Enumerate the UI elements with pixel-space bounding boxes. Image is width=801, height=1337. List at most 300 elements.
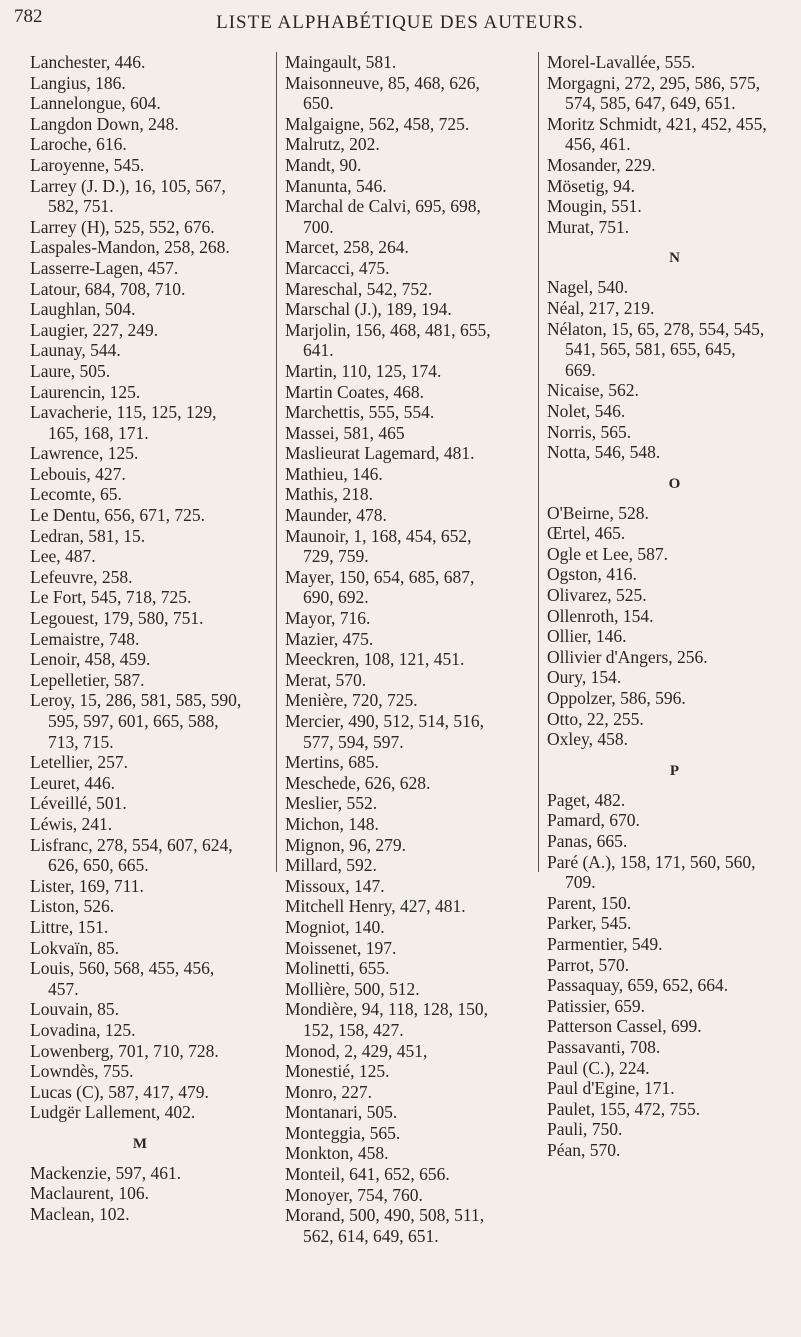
index-entry xyxy=(30,670,250,691)
entry-text: Molinetti, 655. xyxy=(285,958,390,979)
index-entry xyxy=(547,544,801,565)
entry-text: Merat, 570. xyxy=(285,669,367,690)
index-entry xyxy=(547,298,801,319)
index-entry xyxy=(30,814,250,835)
index-entry xyxy=(285,855,535,876)
entry-text: Léveillé, 501. xyxy=(30,793,127,814)
index-entry xyxy=(30,382,250,403)
entry-text: Littre, 151. xyxy=(30,916,109,937)
index-entry xyxy=(285,1143,535,1164)
entry-text: Moritz Schmidt, 421, 452, 455, xyxy=(547,113,767,134)
index-entry xyxy=(285,52,535,73)
entry-text: Nagel, 540. xyxy=(547,277,629,298)
entry-text: Maslieurat Lagemard, 481. xyxy=(285,443,475,464)
entry-text: Lefeuvre, 258. xyxy=(30,566,133,587)
entry-text: Latour, 684, 708, 710. xyxy=(30,278,186,299)
index-entry xyxy=(547,442,801,463)
entry-text: Marchettis, 555, 554. xyxy=(285,402,435,423)
entry-text: Monteggia, 565. xyxy=(285,1122,401,1143)
index-entry xyxy=(285,773,535,794)
entry-text: Ollenroth, 154. xyxy=(547,605,654,626)
index-entry xyxy=(30,340,250,361)
index-entry xyxy=(285,711,535,752)
entry-text: Paré (A.), 158, 171, 560, 560, xyxy=(547,851,756,872)
entry-text: Maingault, 581. xyxy=(285,52,397,72)
entry-continuation: 456, 461. xyxy=(565,134,631,155)
index-entry xyxy=(547,401,801,422)
index-entry xyxy=(285,382,535,403)
index-entry xyxy=(285,1123,535,1144)
index-entry xyxy=(30,237,250,258)
index-entry xyxy=(30,608,250,629)
index-entry xyxy=(285,1185,535,1206)
index-entry xyxy=(30,690,250,752)
index-entry xyxy=(30,1183,250,1204)
entry-text: Mougin, 551. xyxy=(547,196,642,217)
entry-text: Louis, 560, 568, 455, 456, xyxy=(30,958,215,979)
entry-text: Lucas (C), 587, 417, 479. xyxy=(30,1081,209,1102)
entry-text: Otto, 22, 255. xyxy=(547,708,644,729)
index-entry xyxy=(30,773,250,794)
index-entry xyxy=(285,999,535,1040)
entry-text: Laspales-Mandon, 258, 268. xyxy=(30,237,230,258)
index-entry xyxy=(547,831,801,852)
index-entry xyxy=(285,423,535,444)
entry-continuation: 729, 759. xyxy=(303,546,369,567)
entry-text: Parent, 150. xyxy=(547,892,632,913)
entry-text: Martin Coates, 468. xyxy=(285,381,425,402)
index-entry xyxy=(547,277,801,298)
entry-text: Massei, 581, 465 xyxy=(285,422,405,443)
entry-text: Lecomte, 65. xyxy=(30,484,122,505)
index-entry xyxy=(285,114,535,135)
index-entry xyxy=(285,1102,535,1123)
entry-text: Marchal de Calvi, 695, 698, xyxy=(285,196,481,217)
entry-text: Mitchell Henry, 427, 481. xyxy=(285,896,466,917)
entry-text: Œrtel, 465. xyxy=(547,523,626,544)
entry-continuation: 713, 715. xyxy=(48,731,114,752)
entry-continuation: 641. xyxy=(303,340,334,361)
entry-text: Laughlan, 504. xyxy=(30,299,136,320)
letter-heading: O xyxy=(668,475,681,492)
entry-continuation: 626, 650, 665. xyxy=(48,855,149,876)
index-entry xyxy=(30,958,250,999)
index-entry xyxy=(547,1016,801,1037)
index-entry xyxy=(547,1099,801,1120)
index-column-1 xyxy=(30,52,250,1225)
index-entry xyxy=(30,93,250,114)
index-entry xyxy=(285,279,535,300)
index-entry xyxy=(285,567,535,608)
index-entry xyxy=(547,955,801,976)
entry-text: Murat, 751. xyxy=(547,216,630,237)
index-entry xyxy=(30,52,250,73)
entry-text: Lannelongue, 604. xyxy=(30,93,161,114)
entry-text: Parrot, 570. xyxy=(547,954,630,975)
index-entry xyxy=(285,176,535,197)
entry-text: Maunoir, 1, 168, 454, 652, xyxy=(285,525,472,546)
entry-continuation: 700. xyxy=(303,216,334,237)
index-entry xyxy=(285,443,535,464)
entry-text: Marcet, 258, 264. xyxy=(285,237,409,258)
index-entry xyxy=(547,1037,801,1058)
entry-text: Manunta, 546. xyxy=(285,175,387,196)
entry-text: Pamard, 670. xyxy=(547,810,640,831)
entry-text: Larrey (H), 525, 552, 676. xyxy=(30,216,215,237)
index-entry xyxy=(285,896,535,917)
index-entry xyxy=(547,1140,801,1161)
index-entry xyxy=(30,258,250,279)
index-entry xyxy=(285,299,535,320)
entry-continuation: 690, 692. xyxy=(303,587,369,608)
index-entry xyxy=(547,913,801,934)
entry-text: Mercier, 490, 512, 514, 516, xyxy=(285,711,485,731)
entry-text: Mösetig, 94. xyxy=(547,175,635,196)
entry-text: Maisonneuve, 85, 468, 626, xyxy=(285,72,480,93)
entry-text: Lebouis, 427. xyxy=(30,463,126,484)
index-entry xyxy=(30,546,250,567)
index-entry xyxy=(285,196,535,237)
index-entry xyxy=(30,752,250,773)
index-entry xyxy=(285,402,535,423)
entry-text: Ollier, 146. xyxy=(547,626,627,647)
entry-text: Meeckren, 108, 121, 451. xyxy=(285,649,465,670)
index-entry xyxy=(30,917,250,938)
entry-text: Monteil, 641, 652, 656. xyxy=(285,1164,450,1185)
index-entry xyxy=(285,876,535,897)
entry-text: Lavacherie, 115, 125, 129, xyxy=(30,402,217,423)
entry-text: Norris, 565. xyxy=(547,421,632,442)
entry-text: Mondière, 94, 118, 128, 150, xyxy=(285,999,489,1020)
page-number: 782 xyxy=(14,6,43,27)
entry-continuation: 152, 158, 427. xyxy=(303,1019,404,1040)
entry-text: Maclaurent, 106. xyxy=(30,1183,150,1204)
entry-text: Mazier, 475. xyxy=(285,628,374,649)
index-entry xyxy=(547,523,801,544)
entry-text: Martin, 110, 125, 174. xyxy=(285,360,442,381)
index-entry xyxy=(285,484,535,505)
entry-text: Mosander, 229. xyxy=(547,154,656,175)
entry-text: Passavanti, 708. xyxy=(547,1036,661,1057)
entry-text: Paulet, 155, 472, 755. xyxy=(547,1098,701,1119)
entry-continuation: 577, 594, 597. xyxy=(303,731,404,752)
index-entry xyxy=(285,958,535,979)
entry-text: Paget, 482. xyxy=(547,789,626,810)
running-head: LISTE ALPHABÉTIQUE DES AUTEURS. xyxy=(216,12,584,33)
entry-text: Oppolzer, 586, 596. xyxy=(547,688,686,709)
entry-text: Mandt, 90. xyxy=(285,154,362,175)
entry-continuation: 165, 168, 171. xyxy=(48,422,149,443)
index-entry xyxy=(285,155,535,176)
entry-continuation: 574, 585, 647, 649, 651. xyxy=(565,93,736,114)
entry-text: Nicaise, 562. xyxy=(547,380,639,401)
index-entry xyxy=(547,810,801,831)
index-entry xyxy=(30,629,250,650)
index-entry xyxy=(547,626,801,647)
entry-text: Mayor, 716. xyxy=(285,608,371,629)
index-entry xyxy=(30,876,250,897)
entry-text: Mollière, 500, 512. xyxy=(285,978,420,999)
index-entry xyxy=(285,237,535,258)
entry-text: Lister, 169, 711. xyxy=(30,875,144,896)
entry-text: Lee, 487. xyxy=(30,546,96,567)
entry-text: Montanari, 505. xyxy=(285,1102,398,1123)
entry-continuation: 709. xyxy=(565,872,596,893)
entry-text: Millard, 592. xyxy=(285,855,377,876)
letter-heading: N xyxy=(669,250,680,267)
entry-text: Laroche, 616. xyxy=(30,134,127,155)
index-entry xyxy=(285,814,535,835)
index-entry xyxy=(285,73,535,114)
entry-text: Monkton, 458. xyxy=(285,1143,389,1164)
entry-text: Mertins, 685. xyxy=(285,752,379,773)
index-entry xyxy=(547,422,801,443)
entry-text: Marjolin, 156, 468, 481, 655, xyxy=(285,319,491,340)
entry-text: Maclean, 102. xyxy=(30,1204,130,1225)
index-entry xyxy=(285,1082,535,1103)
index-entry xyxy=(285,979,535,1000)
index-entry xyxy=(30,999,250,1020)
entry-text: Marschal (J.), 189, 194. xyxy=(285,299,452,320)
index-entry xyxy=(285,320,535,361)
entry-text: Louvain, 85. xyxy=(30,999,119,1020)
letter-heading: M xyxy=(132,1135,148,1152)
entry-text: Malgaigne, 562, 458, 725. xyxy=(285,113,470,134)
entry-text: Lovadina, 125. xyxy=(30,1019,136,1040)
index-entry xyxy=(547,688,801,709)
entry-continuation: 669. xyxy=(565,359,596,380)
index-entry xyxy=(547,217,801,238)
index-entry xyxy=(30,1020,250,1041)
index-entry xyxy=(30,279,250,300)
index-entry xyxy=(30,1204,250,1225)
entry-text: Olivarez, 525. xyxy=(547,585,647,606)
entry-continuation: 582, 751. xyxy=(48,196,114,217)
entry-text: Laurencin, 125. xyxy=(30,381,141,402)
index-entry xyxy=(30,134,250,155)
letter-heading: P xyxy=(669,762,680,779)
entry-text: Lowenberg, 701, 710, 728. xyxy=(30,1040,219,1061)
index-entry xyxy=(30,1082,250,1103)
entry-text: Mignon, 96, 279. xyxy=(285,834,407,855)
entry-text: Lasserre-Lagen, 457. xyxy=(30,257,179,278)
index-entry xyxy=(30,464,250,485)
entry-text: Laroyenne, 545. xyxy=(30,154,145,175)
index-entry xyxy=(30,299,250,320)
entry-text: Péan, 570. xyxy=(547,1139,621,1160)
entry-text: Le Fort, 545, 718, 725. xyxy=(30,587,192,608)
entry-text: Monro, 227. xyxy=(285,1081,373,1102)
entry-text: Laure, 505. xyxy=(30,360,111,381)
index-entry xyxy=(547,1058,801,1079)
index-entry xyxy=(547,606,801,627)
entry-text: Monestié, 125. xyxy=(285,1061,390,1082)
index-entry xyxy=(547,585,801,606)
index-entry xyxy=(547,503,801,524)
entry-text: Léwis, 241. xyxy=(30,813,113,834)
entry-continuation: 541, 565, 581, 655, 645, xyxy=(565,339,736,360)
index-entry xyxy=(547,647,801,668)
entry-text: Maunder, 478. xyxy=(285,505,387,526)
entry-continuation: 650. xyxy=(303,93,334,114)
index-entry xyxy=(285,505,535,526)
entry-text: Parker, 545. xyxy=(547,913,632,934)
index-entry xyxy=(285,1205,535,1246)
entry-text: Legouest, 179, 580, 751. xyxy=(30,608,204,629)
index-entry xyxy=(285,690,535,711)
entry-text: Paul (C.), 224. xyxy=(547,1057,650,1078)
index-entry xyxy=(30,484,250,505)
entry-text: Ollivier d'Angers, 256. xyxy=(547,646,708,667)
index-entry xyxy=(285,1164,535,1185)
index-entry xyxy=(30,835,250,876)
index-entry xyxy=(547,1078,801,1099)
index-entry xyxy=(30,1102,250,1123)
index-entry xyxy=(547,114,801,155)
index-entry xyxy=(30,73,250,94)
entry-text: Mareschal, 542, 752. xyxy=(285,278,433,299)
entry-text: Lepelletier, 587. xyxy=(30,669,145,690)
entry-text: Monod, 2, 429, 451, xyxy=(285,1040,428,1061)
index-entry xyxy=(547,852,801,893)
entry-text: Langius, 186. xyxy=(30,72,126,93)
entry-text: Morgagni, 272, 295, 586, 575, xyxy=(547,72,761,93)
entry-continuation: 562, 614, 649, 651. xyxy=(303,1225,439,1246)
index-entry xyxy=(547,667,801,688)
index-entry xyxy=(30,938,250,959)
entry-text: Michon, 148. xyxy=(285,813,379,834)
entry-text: Leuret, 446. xyxy=(30,772,116,793)
entry-text: Lenoir, 458, 459. xyxy=(30,649,151,670)
index-entry xyxy=(547,380,801,401)
entry-text: Passaquay, 659, 652, 664. xyxy=(547,975,729,996)
index-entry xyxy=(30,176,250,217)
index-column-2 xyxy=(276,52,535,1246)
index-entry xyxy=(285,649,535,670)
index-entry xyxy=(30,320,250,341)
entry-text: Missoux, 147. xyxy=(285,875,385,896)
entry-text: Leroy, 15, 286, 581, 585, 590, xyxy=(30,690,242,711)
entry-text: Mathis, 218. xyxy=(285,484,373,505)
index-entry xyxy=(547,996,801,1017)
index-entry xyxy=(285,629,535,650)
index-entry xyxy=(30,402,250,443)
entry-text: Malrutz, 202. xyxy=(285,134,380,155)
entry-text: O'Beirne, 528. xyxy=(547,502,649,523)
entry-text: Lokvaïn, 85. xyxy=(30,937,119,958)
entry-continuation: 595, 597, 601, 665, 588, xyxy=(48,711,219,731)
entry-text: Mogniot, 140. xyxy=(285,916,385,937)
index-entry xyxy=(30,155,250,176)
index-entry xyxy=(285,835,535,856)
index-entry xyxy=(547,73,801,114)
entry-text: Nolet, 546. xyxy=(547,400,626,421)
index-entry xyxy=(285,793,535,814)
entry-text: Menière, 720, 725. xyxy=(285,690,418,711)
index-entry xyxy=(547,176,801,197)
index-entry xyxy=(30,361,250,382)
index-entry xyxy=(285,1041,535,1062)
entry-text: Panas, 665. xyxy=(547,831,628,851)
index-entry xyxy=(30,896,250,917)
entry-text: Laugier, 227, 249. xyxy=(30,319,159,340)
index-entry xyxy=(285,526,535,567)
entry-text: Larrey (J. D.), 16, 105, 567, xyxy=(30,175,226,196)
index-entry xyxy=(547,319,801,381)
entry-text: Monoyer, 754, 760. xyxy=(285,1184,423,1205)
entry-text: Lowndès, 755. xyxy=(30,1061,134,1082)
index-entry xyxy=(30,114,250,135)
index-entry xyxy=(30,526,250,547)
index-entry xyxy=(547,729,801,750)
entry-text: Meschede, 626, 628. xyxy=(285,772,431,793)
index-entry xyxy=(547,709,801,730)
index-entry xyxy=(30,1163,250,1184)
index-entry xyxy=(30,1061,250,1082)
index-column-3 xyxy=(538,52,801,1160)
index-entry xyxy=(30,1041,250,1062)
index-entry xyxy=(285,752,535,773)
index-entry xyxy=(30,649,250,670)
index-entry xyxy=(285,670,535,691)
entry-text: Lisfranc, 278, 554, 607, 624, xyxy=(30,834,233,855)
index-entry xyxy=(285,464,535,485)
entry-text: Morel-Lavallée, 555. xyxy=(547,52,696,72)
entry-text: Lemaistre, 748. xyxy=(30,628,140,649)
entry-text: Moissenet, 197. xyxy=(285,937,397,958)
entry-text: Lawrence, 125. xyxy=(30,443,139,464)
index-entry xyxy=(30,443,250,464)
index-entry xyxy=(30,793,250,814)
entry-text: Morand, 500, 490, 508, 511, xyxy=(285,1205,485,1226)
entry-text: Parmentier, 549. xyxy=(547,933,663,954)
entry-text: Letellier, 257. xyxy=(30,752,128,773)
index-entry xyxy=(30,567,250,588)
entry-text: Mathieu, 146. xyxy=(285,463,383,484)
entry-text: Meslier, 552. xyxy=(285,793,378,814)
entry-text: Patterson Cassel, 699. xyxy=(547,1016,702,1037)
entry-text: Patissier, 659. xyxy=(547,995,645,1016)
entry-text: Oxley, 458. xyxy=(547,729,629,750)
index-entry xyxy=(547,975,801,996)
entry-text: Nélaton, 15, 65, 278, 554, 545, xyxy=(547,318,765,339)
index-entry xyxy=(547,934,801,955)
index-entry xyxy=(30,217,250,238)
entry-text: Paul d'Egine, 171. xyxy=(547,1078,675,1099)
index-entry xyxy=(285,258,535,279)
entry-text: Ogston, 416. xyxy=(547,564,637,585)
entry-text: Marcacci, 475. xyxy=(285,257,390,278)
entry-text: Mayer, 150, 654, 685, 687, xyxy=(285,566,475,587)
index-entry xyxy=(285,608,535,629)
entry-text: Néal, 217, 219. xyxy=(547,297,655,318)
index-entry xyxy=(285,361,535,382)
index-entry xyxy=(547,790,801,811)
index-entry xyxy=(547,196,801,217)
entry-text: Ogle et Lee, 587. xyxy=(547,543,668,564)
index-entry xyxy=(30,587,250,608)
index-entry xyxy=(285,917,535,938)
entry-text: Ledran, 581, 15. xyxy=(30,525,146,546)
entry-text: Launay, 544. xyxy=(30,340,121,361)
entry-continuation: 457. xyxy=(48,978,79,999)
entry-text: Mackenzie, 597, 461. xyxy=(30,1162,182,1183)
index-entry xyxy=(547,155,801,176)
entry-text: Langdon Down, 248. xyxy=(30,113,179,134)
index-entry xyxy=(547,52,801,73)
entry-text: Ludgër Lallement, 402. xyxy=(30,1102,196,1123)
entry-text: Notta, 546, 548. xyxy=(547,442,661,463)
